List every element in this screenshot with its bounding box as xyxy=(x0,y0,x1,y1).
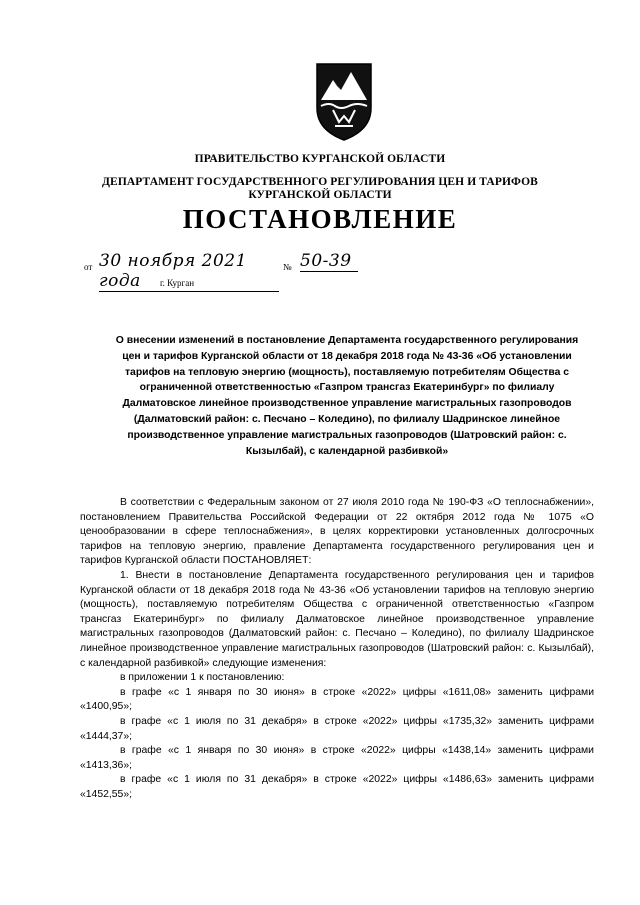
change-paragraph: в графе «с 1 января по 30 июня» в строке «2022» цифры «1611,08» заменить цифрами «1400,95»; xyxy=(80,686,594,713)
government-name: ПРАВИТЕЛЬСТВО КУРГАНСКОЙ ОБЛАСТИ xyxy=(194,153,446,165)
department-name-line1: ДЕПАРТАМЕНТ ГОСУДАРСТВЕННОГО РЕГУЛИРОВАНИЯ ЦЕН И ТАРИФОВ xyxy=(102,176,538,188)
appendix-paragraph: в приложении 1 к постановлению: xyxy=(120,672,285,684)
item-1-paragraph: 1. Внести в постановление Департамента государственного регулирования цен и тарифов Курганской области от 18 декабря 2018 года № 43-36 «Об установлении тарифов на тепловую энергию (мощность), поставляемую потребителям Общества с ограниченной ответственностью «Газпром трансгаз Екатеринбург» по филиалу Далматовское линейное производственное управление магистральных газопроводов (Далматовский район: с. Песчано – Коледино), по филиалу Шадринское линейное производственное управление магистральных газопроводов (Шатровский район: с. Кызылбай), с календарной разбивкой» следующие изменения: xyxy=(80,569,594,669)
handwritten-number: 50-39 xyxy=(300,251,358,272)
change-paragraph: в графе «с 1 июля по 31 декабря» в строке «2022» цифры «1486,63» заменить цифрами «1452,55»; xyxy=(80,774,594,800)
department-name-line2: КУРГАНСКОЙ ОБЛАСТИ xyxy=(248,189,392,201)
handwritten-date: 30 ноября 2021 года xyxy=(99,251,279,292)
city-label: г. Курган xyxy=(160,278,195,288)
coat-of-arms-emblem xyxy=(315,62,373,142)
number-prefix: № xyxy=(283,262,292,272)
document-body xyxy=(80,496,594,802)
date-prefix: от xyxy=(84,262,93,272)
change-paragraph: в графе «с 1 июля по 31 декабря» в строке «2022» цифры «1735,32» заменить цифрами «1444,37»; xyxy=(80,715,594,742)
preamble-paragraph: В соответствии с Федеральным законом от 27 июля 2010 года № 190-ФЗ «О теплоснабжении», постановлением Правительства Российской Федерации от 22 октября 2012 года № 1075 «О ценообразовании в сфере теплоснабжения», в целях корректировки установленных долгосрочных тарифов на тепловую энергию, правление Департамента государственного регулирования цен и тарифов Курганской области ПОСТАНОВЛЯЕТ: xyxy=(80,497,594,567)
document-subject: О внесении изменений в постановление Департамента государственного регулирования цен и тарифов Курганской области от 18 декабря 2018 года № 43-36 «Об установлении тарифов на тепловую энергию (мощность), поставляемую потребителям Общества с ограниченной ответственностью «Газпром трансгаз Екатеринбург» по филиалу Далматовское линейное производственное управление магистральных газопроводов (Далматовский район: с. Песчано – Коледино), по филиалу Шадринское линейное производственное управление магистральных газопроводов (Шатровский район: с. Кызылбай), с календарной разбивкой» xyxy=(115,335,579,457)
change-paragraph: в графе «с 1 января по 30 июня» в строке «2022» цифры «1438,14» заменить цифрами «1413,36»; xyxy=(80,745,594,771)
document-type-title: ПОСТАНОВЛЕНИЕ xyxy=(182,204,458,234)
